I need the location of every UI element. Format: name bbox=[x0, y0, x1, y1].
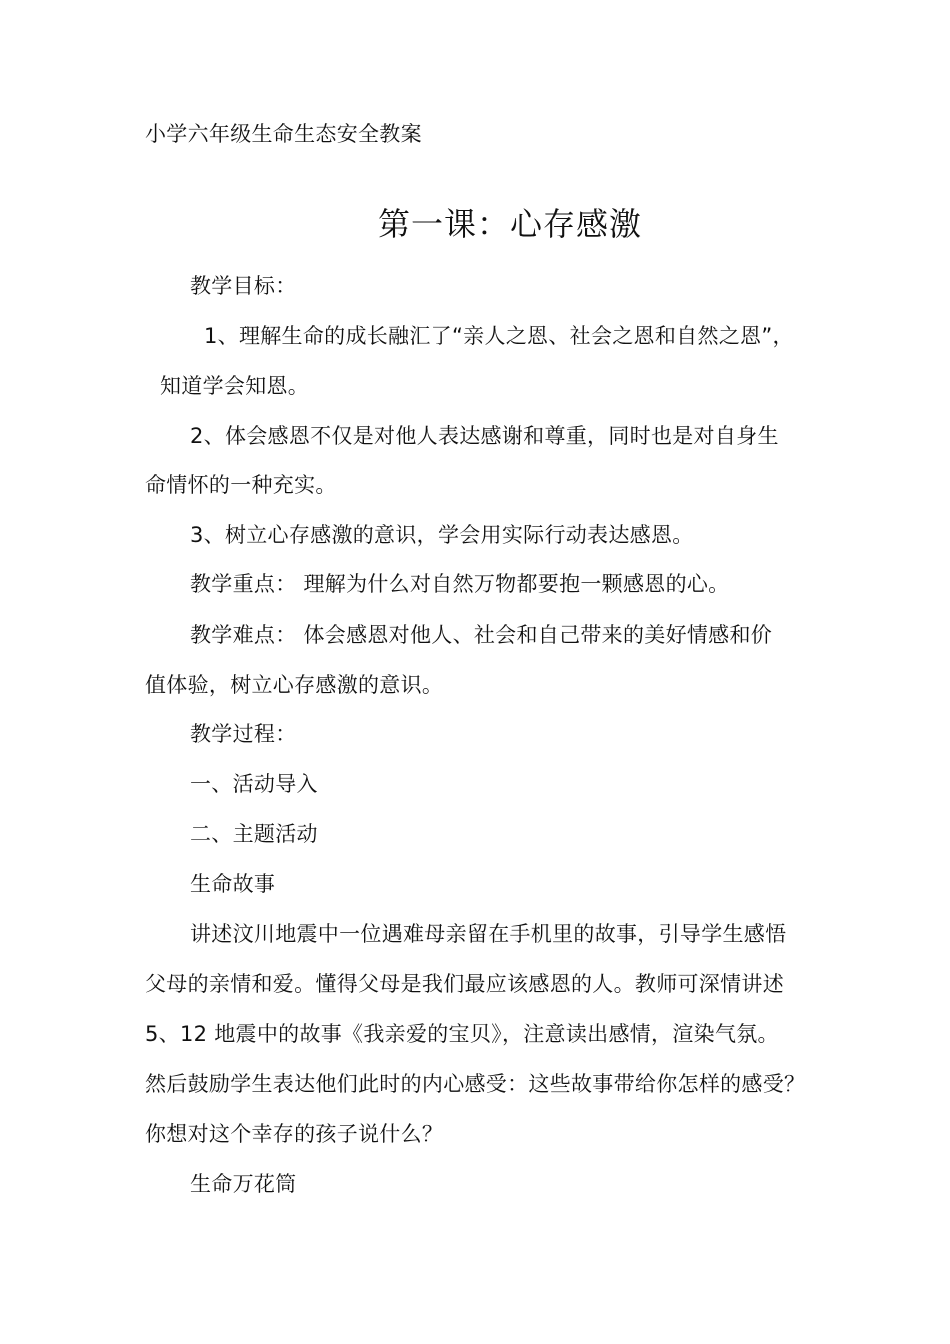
story-paragraph-line-5: 你想对这个幸存的孩子说什么？ bbox=[145, 1122, 444, 1146]
objective-3: 3、树立心存感激的意识，学会用实际行动表达感恩。 bbox=[190, 523, 694, 547]
lesson-title: 第一课：心存感激 bbox=[377, 205, 642, 243]
section-heading-process: 教学过程： bbox=[190, 722, 297, 746]
story-paragraph-line-3: 5、12 地震中的故事《我亲爱的宝贝》，注意读出感情，渲染气氛。 bbox=[145, 1022, 779, 1046]
document-header: 小学六年级生命生态安全教案 bbox=[145, 122, 422, 146]
objective-2-line-2: 命情怀的一种充实。 bbox=[145, 473, 337, 497]
story-paragraph-line-4: 然后鼓励学生表达他们此时的内心感受：这些故事带给你怎样的感受？ bbox=[145, 1072, 806, 1096]
objective-1-line-1: 1、理解生命的成长融汇了“亲人之恩、社会之恩和自然之恩”， bbox=[204, 324, 794, 348]
difficulty-line-2: 值体验，树立心存感激的意识。 bbox=[145, 673, 444, 697]
process-step-2: 二、主题活动 bbox=[190, 822, 318, 846]
subheading-life-story: 生命故事 bbox=[190, 872, 276, 896]
key-point: 教学重点： 理解为什么对自然万物都要抱一颗感恩的心。 bbox=[190, 572, 730, 596]
process-step-1: 一、活动导入 bbox=[190, 772, 318, 796]
difficulty-line-1: 教学难点： 体会感恩对他人、社会和自己带来的美好情感和价 bbox=[190, 623, 773, 647]
story-paragraph-line-1: 讲述汶川地震中一位遇难母亲留在手机里的故事，引导学生感悟 bbox=[190, 922, 787, 946]
objective-2-line-1: 2、体会感恩不仅是对他人表达感谢和尊重，同时也是对自身生 bbox=[190, 424, 779, 448]
objective-1-line-2: 知道学会知恩。 bbox=[160, 374, 310, 398]
story-paragraph-line-2: 父母的亲情和爱。懂得父母是我们最应该感恩的人。教师可深情讲述 bbox=[145, 972, 784, 996]
section-heading-objectives: 教学目标： bbox=[190, 274, 297, 298]
subheading-kaleidoscope: 生命万花筒 bbox=[190, 1172, 297, 1196]
